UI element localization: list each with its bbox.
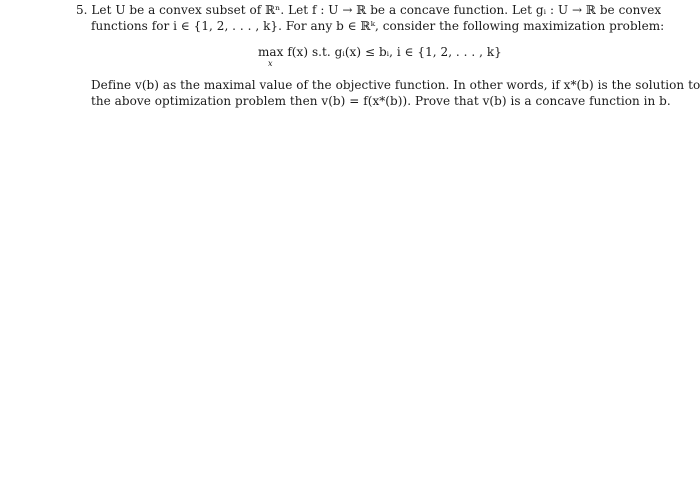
max-subscript: x [268, 59, 273, 68]
problem-line-1: 5. Let U be a convex subset of ℝⁿ. Let f : U → ℝ be a concave function. Let gᵢ : U → ℝ be convex [76, 3, 662, 17]
max-label: max [258, 45, 284, 59]
optimization-problem [258, 45, 502, 68]
optimization-constraint: f(x) s.t. gᵢ(x) ≤ bᵢ, i ∈ {1, 2, . . . , k} [283, 45, 502, 59]
problem-line-4: the above optimization problem then v(b) = f(x*(b)). Prove that v(b) is a concave function in b. [91, 94, 671, 108]
problem-line-3: Define v(b) as the maximal value of the objective function. In other words, if x*(b) is the solution to [91, 78, 700, 92]
max-operator [258, 45, 284, 68]
problem-line-2: functions for i ∈ {1, 2, . . . , k}. For any b ∈ ℝᵏ, consider the following maximization problem: [91, 19, 665, 33]
